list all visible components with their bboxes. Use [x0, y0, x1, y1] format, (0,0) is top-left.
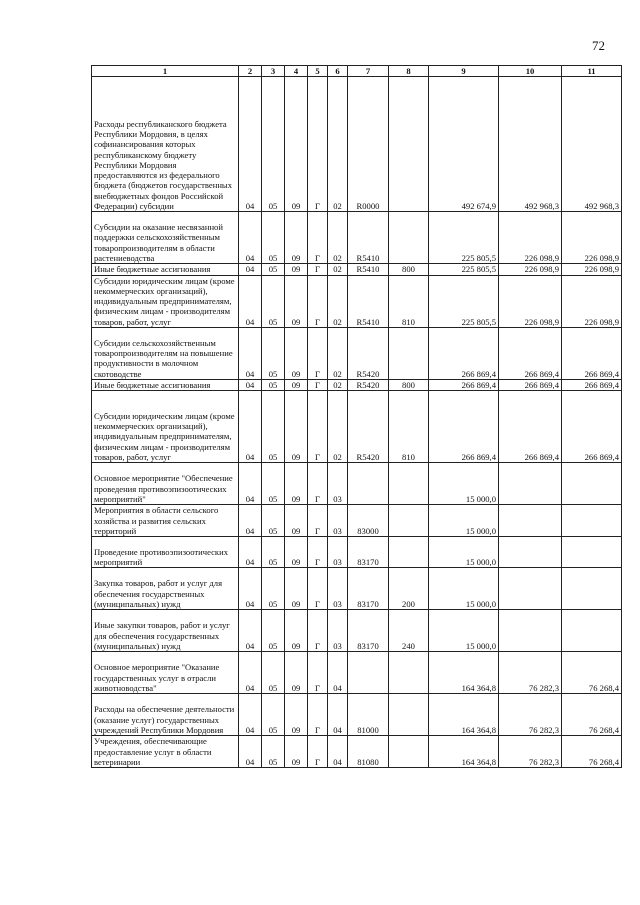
- cell-description: Закупка товаров, работ и услуг для обеспечения государственных (муниципальных) нужд: [92, 568, 239, 610]
- cell-subsection: 05: [262, 264, 285, 275]
- cell-amount-2022: 226 098,9: [499, 264, 562, 275]
- cell-expense-type: 240: [389, 610, 429, 652]
- cell-amount-2023: 226 098,9: [562, 212, 622, 264]
- cell-section: 04: [239, 694, 262, 736]
- cell-amount-2021: 266 869,4: [429, 380, 499, 391]
- cell-target-code: 83170: [348, 537, 389, 568]
- cell-amount-2021: 164 364,8: [429, 652, 499, 694]
- cell-expense-type: 810: [389, 275, 429, 327]
- cell-main-activity: 02: [328, 275, 348, 327]
- cell-section: 04: [239, 537, 262, 568]
- cell-subprogram: Г: [308, 610, 328, 652]
- budget-table: [91, 65, 622, 768]
- column-header-1: 1: [92, 66, 239, 77]
- cell-description: Основное мероприятие "Обеспечение проведения противоэпизоотических мероприятий": [92, 463, 239, 505]
- column-header-6: 6: [328, 66, 348, 77]
- table-row: [92, 652, 622, 694]
- cell-description: Расходы республиканского бюджета Республики Мордовия, в целях софинансирования которых республиканскому бюджету Республики Мордовия предоставляются из федерального бюджета (бюджетов государственных внебюджетных фондов Российской Федерации) субсидии: [92, 77, 239, 212]
- column-header-10: 10: [499, 66, 562, 77]
- cell-expense-type: 200: [389, 568, 429, 610]
- cell-amount-2021: 225 805,5: [429, 275, 499, 327]
- cell-amount-2021: 15 000,0: [429, 610, 499, 652]
- cell-amount-2022: 266 869,4: [499, 328, 562, 380]
- cell-subprogram: Г: [308, 537, 328, 568]
- cell-description: Основное мероприятие "Оказание государственных услуг в отрасли животноводства": [92, 652, 239, 694]
- table-body: [92, 77, 622, 768]
- table-row: [92, 568, 622, 610]
- cell-amount-2021: 225 805,5: [429, 212, 499, 264]
- cell-program: 09: [285, 264, 308, 275]
- cell-program: 09: [285, 391, 308, 463]
- cell-amount-2023: 266 869,4: [562, 391, 622, 463]
- cell-amount-2021: 266 869,4: [429, 328, 499, 380]
- cell-subprogram: Г: [308, 505, 328, 537]
- cell-expense-type: [389, 736, 429, 768]
- cell-amount-2022: 226 098,9: [499, 212, 562, 264]
- cell-subsection: 05: [262, 463, 285, 505]
- cell-amount-2021: 15 000,0: [429, 568, 499, 610]
- cell-program: 09: [285, 212, 308, 264]
- cell-subsection: 05: [262, 380, 285, 391]
- cell-amount-2022: 492 968,3: [499, 77, 562, 212]
- cell-amount-2021: 225 805,5: [429, 264, 499, 275]
- cell-main-activity: 03: [328, 537, 348, 568]
- cell-subsection: 05: [262, 212, 285, 264]
- cell-description: Расходы на обеспечение деятельности (оказание услуг) государственных учреждений Республики Мордовия: [92, 694, 239, 736]
- cell-subsection: 05: [262, 77, 285, 212]
- table-row: [92, 463, 622, 505]
- cell-main-activity: 03: [328, 610, 348, 652]
- cell-amount-2023: 492 968,3: [562, 77, 622, 212]
- cell-amount-2021: 15 000,0: [429, 505, 499, 537]
- column-header-5: 5: [308, 66, 328, 77]
- column-header-4: 4: [285, 66, 308, 77]
- table-row: [92, 264, 622, 275]
- cell-section: 04: [239, 463, 262, 505]
- cell-section: 04: [239, 275, 262, 327]
- table-row: [92, 736, 622, 768]
- cell-subsection: 05: [262, 610, 285, 652]
- cell-description: Субсидии юридическим лицам (кроме некоммерческих организаций), индивидуальным предпринимателям, физическим лицам - производителям товаров, работ, услуг: [92, 275, 239, 327]
- table-row: [92, 610, 622, 652]
- cell-amount-2023: [562, 537, 622, 568]
- cell-main-activity: 04: [328, 652, 348, 694]
- cell-amount-2023: [562, 610, 622, 652]
- cell-subsection: 05: [262, 275, 285, 327]
- cell-subsection: 05: [262, 736, 285, 768]
- table-row: [92, 77, 622, 212]
- cell-section: 04: [239, 77, 262, 212]
- cell-amount-2023: 266 869,4: [562, 328, 622, 380]
- cell-program: 09: [285, 77, 308, 212]
- table-row: [92, 212, 622, 264]
- cell-target-code: 83170: [348, 568, 389, 610]
- cell-expense-type: 800: [389, 380, 429, 391]
- cell-amount-2022: 266 869,4: [499, 380, 562, 391]
- cell-main-activity: 02: [328, 391, 348, 463]
- cell-amount-2023: 76 268,4: [562, 736, 622, 768]
- cell-subsection: 05: [262, 537, 285, 568]
- cell-amount-2023: [562, 463, 622, 505]
- cell-amount-2021: 492 674,9: [429, 77, 499, 212]
- cell-main-activity: 03: [328, 463, 348, 505]
- cell-subprogram: Г: [308, 212, 328, 264]
- cell-amount-2023: [562, 505, 622, 537]
- column-header-7: 7: [348, 66, 389, 77]
- cell-description: Субсидии юридическим лицам (кроме некоммерческих организаций), индивидуальным предпринимателям, физическим лицам - производителям товаров, работ, услуг: [92, 391, 239, 463]
- cell-target-code: 83170: [348, 610, 389, 652]
- cell-main-activity: 02: [328, 380, 348, 391]
- cell-program: 09: [285, 568, 308, 610]
- cell-program: 09: [285, 652, 308, 694]
- table-row: [92, 380, 622, 391]
- cell-expense-type: [389, 505, 429, 537]
- cell-description: Иные закупки товаров, работ и услуг для обеспечения государственных (муниципальных) нужд: [92, 610, 239, 652]
- cell-section: 04: [239, 568, 262, 610]
- cell-program: 09: [285, 694, 308, 736]
- column-header-2: 2: [239, 66, 262, 77]
- cell-subprogram: Г: [308, 264, 328, 275]
- cell-program: 09: [285, 380, 308, 391]
- cell-amount-2022: [499, 463, 562, 505]
- cell-amount-2022: [499, 505, 562, 537]
- cell-program: 09: [285, 275, 308, 327]
- cell-section: 04: [239, 212, 262, 264]
- column-header-3: 3: [262, 66, 285, 77]
- cell-target-code: R5420: [348, 380, 389, 391]
- cell-subsection: 05: [262, 568, 285, 610]
- cell-description: Иные бюджетные ассигнования: [92, 264, 239, 275]
- cell-section: 04: [239, 264, 262, 275]
- cell-amount-2022: 76 282,3: [499, 694, 562, 736]
- cell-section: 04: [239, 610, 262, 652]
- cell-amount-2021: 164 364,8: [429, 736, 499, 768]
- cell-target-code: R5420: [348, 328, 389, 380]
- cell-section: 04: [239, 736, 262, 768]
- table-row: [92, 275, 622, 327]
- cell-subprogram: Г: [308, 652, 328, 694]
- cell-subprogram: Г: [308, 694, 328, 736]
- cell-subsection: 05: [262, 391, 285, 463]
- cell-amount-2022: [499, 610, 562, 652]
- cell-amount-2022: 226 098,9: [499, 275, 562, 327]
- cell-expense-type: [389, 328, 429, 380]
- table-row: [92, 328, 622, 380]
- cell-target-code: 83000: [348, 505, 389, 537]
- cell-main-activity: 04: [328, 694, 348, 736]
- cell-expense-type: [389, 463, 429, 505]
- cell-target-code: 81080: [348, 736, 389, 768]
- cell-program: 09: [285, 463, 308, 505]
- cell-program: 09: [285, 610, 308, 652]
- cell-description: Субсидии сельскохозяйственным товаропроизводителям на повышение продуктивности в молочном скотоводстве: [92, 328, 239, 380]
- cell-subprogram: Г: [308, 736, 328, 768]
- cell-subsection: 05: [262, 328, 285, 380]
- cell-target-code: [348, 652, 389, 694]
- cell-main-activity: 02: [328, 264, 348, 275]
- cell-subprogram: Г: [308, 463, 328, 505]
- cell-main-activity: 03: [328, 505, 348, 537]
- cell-main-activity: 02: [328, 77, 348, 212]
- cell-subprogram: Г: [308, 77, 328, 212]
- cell-expense-type: [389, 537, 429, 568]
- table-row: [92, 391, 622, 463]
- cell-section: 04: [239, 328, 262, 380]
- cell-amount-2023: 76 268,4: [562, 652, 622, 694]
- cell-amount-2021: 266 869,4: [429, 391, 499, 463]
- cell-section: 04: [239, 380, 262, 391]
- cell-main-activity: 02: [328, 212, 348, 264]
- cell-expense-type: [389, 652, 429, 694]
- table-row: [92, 537, 622, 568]
- cell-amount-2023: 226 098,9: [562, 264, 622, 275]
- cell-subprogram: Г: [308, 568, 328, 610]
- cell-target-code: R5420: [348, 391, 389, 463]
- cell-description: Проведение противоэпизоотических мероприятий: [92, 537, 239, 568]
- cell-amount-2023: 76 268,4: [562, 694, 622, 736]
- cell-target-code: R0000: [348, 77, 389, 212]
- page-number: 72: [592, 38, 605, 53]
- cell-main-activity: 04: [328, 736, 348, 768]
- cell-program: 09: [285, 505, 308, 537]
- table-row: [92, 694, 622, 736]
- cell-program: 09: [285, 328, 308, 380]
- cell-amount-2021: 15 000,0: [429, 537, 499, 568]
- column-header-8: 8: [389, 66, 429, 77]
- cell-target-code: 81000: [348, 694, 389, 736]
- cell-expense-type: [389, 77, 429, 212]
- cell-target-code: R5410: [348, 264, 389, 275]
- cell-subprogram: Г: [308, 391, 328, 463]
- cell-description: Субсидии на оказание несвязанной поддержки сельскохозяйственным товаропроизводителям в области растениеводства: [92, 212, 239, 264]
- table-header-row: [92, 66, 622, 77]
- cell-target-code: R5410: [348, 275, 389, 327]
- cell-expense-type: [389, 694, 429, 736]
- cell-subprogram: Г: [308, 380, 328, 391]
- cell-subprogram: Г: [308, 328, 328, 380]
- cell-amount-2022: 266 869,4: [499, 391, 562, 463]
- cell-section: 04: [239, 391, 262, 463]
- cell-amount-2022: [499, 568, 562, 610]
- cell-subprogram: Г: [308, 275, 328, 327]
- cell-description: Иные бюджетные ассигнования: [92, 380, 239, 391]
- cell-amount-2022: 76 282,3: [499, 736, 562, 768]
- cell-target-code: [348, 463, 389, 505]
- cell-amount-2022: 76 282,3: [499, 652, 562, 694]
- cell-description: Мероприятия в области сельского хозяйства и развития сельских территорий: [92, 505, 239, 537]
- cell-main-activity: 03: [328, 568, 348, 610]
- cell-subsection: 05: [262, 505, 285, 537]
- cell-section: 04: [239, 652, 262, 694]
- cell-expense-type: 800: [389, 264, 429, 275]
- cell-amount-2023: 266 869,4: [562, 380, 622, 391]
- cell-target-code: R5410: [348, 212, 389, 264]
- cell-amount-2022: [499, 537, 562, 568]
- cell-amount-2021: 15 000,0: [429, 463, 499, 505]
- cell-expense-type: [389, 212, 429, 264]
- cell-amount-2023: [562, 568, 622, 610]
- cell-program: 09: [285, 736, 308, 768]
- cell-amount-2021: 164 364,8: [429, 694, 499, 736]
- cell-section: 04: [239, 505, 262, 537]
- cell-program: 09: [285, 537, 308, 568]
- cell-amount-2023: 226 098,9: [562, 275, 622, 327]
- cell-main-activity: 02: [328, 328, 348, 380]
- cell-description: Учреждения, обеспечивающие предоставление услуг в области ветеринарии: [92, 736, 239, 768]
- table-row: [92, 505, 622, 537]
- cell-subsection: 05: [262, 652, 285, 694]
- cell-subsection: 05: [262, 694, 285, 736]
- cell-expense-type: 810: [389, 391, 429, 463]
- column-header-11: 11: [562, 66, 622, 77]
- column-header-9: 9: [429, 66, 499, 77]
